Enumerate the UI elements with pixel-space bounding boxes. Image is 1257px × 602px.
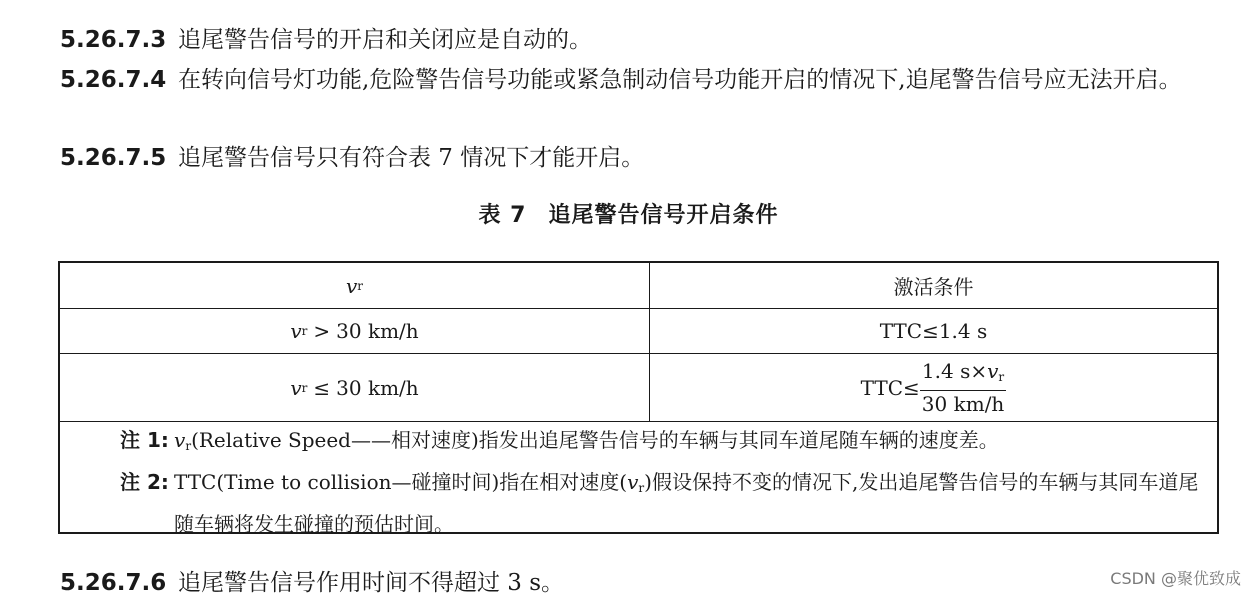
clause-number: 5.26.7.3	[60, 27, 167, 53]
table-caption: 追尾警告信号开启条件	[548, 203, 779, 228]
clause-5-26-7-5	[60, 139, 644, 177]
row2-speed: v r ≤ 30 km/h	[60, 354, 650, 421]
clause-text: 追尾警告信号只有符合表 7 情况下才能开启。	[178, 145, 645, 171]
row1-condition: TTC≤1.4 s	[879, 319, 988, 343]
header-vr: v r	[60, 263, 650, 308]
clause-number: 5.26.7.6	[60, 570, 167, 596]
row1-speed: v r > 30 km/h	[60, 309, 650, 353]
table-row	[60, 354, 1217, 422]
activation-conditions-table	[58, 261, 1219, 534]
clause-5-26-7-3	[60, 21, 592, 59]
table-header-row	[60, 263, 1217, 309]
clause-number: 5.26.7.4	[60, 67, 167, 93]
header-condition: 激活条件	[893, 275, 974, 299]
table-notes	[60, 422, 1217, 542]
row2-condition: TTC≤ $\frac{1.4 s\times v_r}{30 km/h}$	[860, 359, 1005, 416]
clause-5-26-7-6	[60, 564, 564, 602]
clause-text: 追尾警告信号的开启和关闭应是自动的。	[178, 27, 592, 53]
clause-text: 在转向信号灯功能,危险警告信号功能或紧急制动信号功能开启的情况下,追尾警告信号应无法开启。	[178, 67, 1182, 93]
clause-number: 5.26.7.5	[60, 145, 167, 171]
note-2: 注 2: TTC(Time to collision—碰撞时间)指在相对速度$(v_r)$假设保持不变的情况下,发出追尾警告信号的车辆与其同车道尾随车辆将发生碰撞的预估时间。	[120, 470, 1199, 536]
clause-text: 追尾警告信号作用时间不得超过 3 s。	[178, 570, 565, 596]
watermark: CSDN @聚优致成	[1110, 569, 1241, 588]
table-number: 表 7	[478, 203, 527, 228]
table-title	[0, 199, 1257, 233]
note-1: 注 1: $v_r(Relative$ Speed——相对速度)指发出追尾警告信号的车辆与其同车道尾随车辆的速度差。	[120, 428, 999, 453]
ttc-fraction: $\frac{1.4 s\times v_r}{30 km/h}$	[921, 359, 1005, 416]
table-row	[60, 309, 1217, 354]
clause-5-26-7-4	[60, 61, 1220, 99]
